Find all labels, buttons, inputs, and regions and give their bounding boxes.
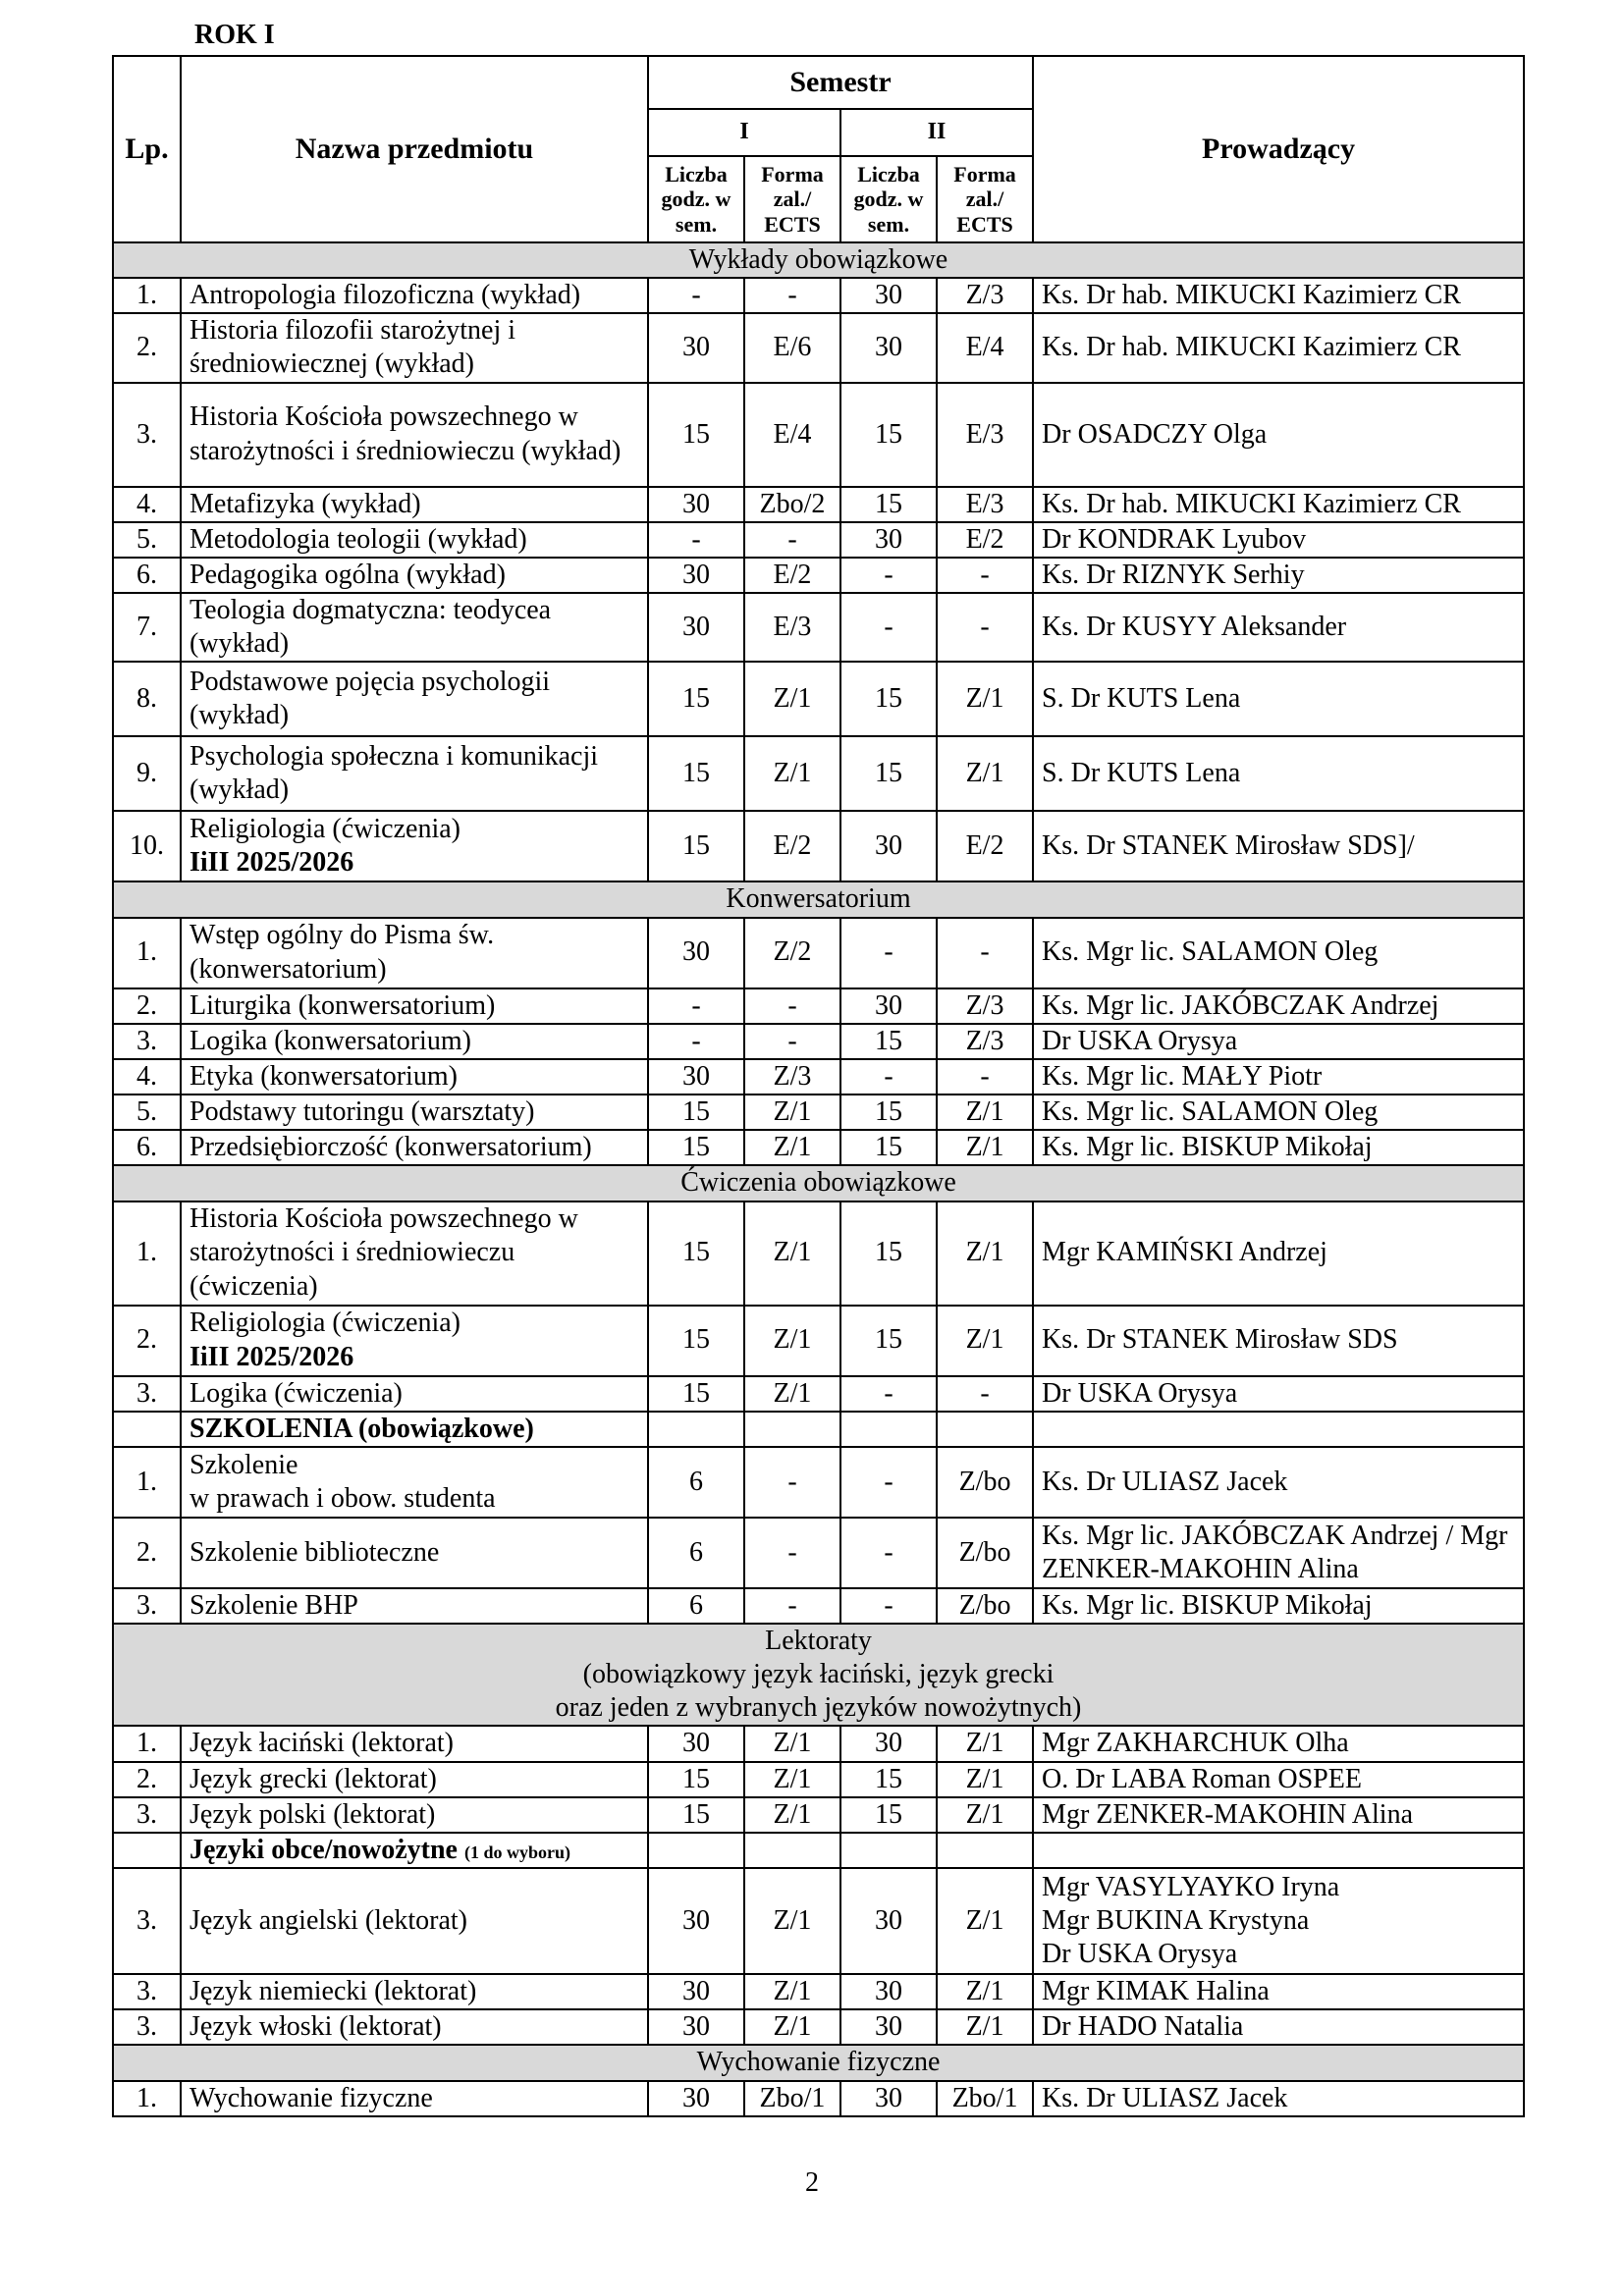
row-sem2-hours: -: [840, 1447, 937, 1518]
row-sem1-form: -: [744, 1447, 840, 1518]
row-subject-name: Przedsiębiorczość (konwersatorium): [181, 1130, 648, 1165]
row-sem1-hours: 15: [648, 1797, 744, 1833]
table-row: [113, 988, 1524, 1024]
row-subject-name: Język niemiecki (lektorat): [181, 1974, 648, 2009]
table-row: [113, 736, 1524, 811]
row-instructor: Ks. Dr STANEK Mirosław SDS]/: [1033, 811, 1524, 881]
row-sem2-hours: 15: [840, 487, 937, 522]
row-sem1-form: Zbo/1: [744, 2081, 840, 2116]
row-lp: 2.: [113, 1518, 181, 1588]
table-cell-empty: [840, 1412, 937, 1447]
row-sem2-hours: 15: [840, 1762, 937, 1797]
row-sem1-form: Z/1: [744, 662, 840, 736]
row-instructor: Ks. Mgr lic. JAKÓBCZAK Andrzej: [1033, 988, 1524, 1024]
row-subject-name: Historia Kościoła powszechnego w starożytności i średniowieczu (wykład): [181, 383, 648, 487]
row-instructor: Mgr ZAKHARCHUK Olha: [1033, 1726, 1524, 1761]
row-lp: 5.: [113, 522, 181, 558]
row-sem2-hours: 30: [840, 278, 937, 313]
row-subject-note: IiII 2025/2026: [189, 847, 354, 879]
table-row: [113, 383, 1524, 487]
row-lp: 3.: [113, 1797, 181, 1833]
header-instructor: Prowadzący: [1033, 56, 1524, 242]
table-row: [113, 278, 1524, 313]
row-lp: 7.: [113, 593, 181, 662]
header-lp: Lp.: [113, 56, 181, 242]
row-sem2-hours: 30: [840, 2081, 937, 2116]
row-sem1-form: E/2: [744, 811, 840, 881]
row-sem2-form: Z/1: [937, 1201, 1033, 1306]
row-instructor: Ks. Mgr lic. JAKÓBCZAK Andrzej / Mgr ZENKER-MAKOHIN Alina: [1033, 1518, 1524, 1588]
row-instructor: O. Dr LABA Roman OSPEE: [1033, 1762, 1524, 1797]
row-instructor: Dr OSADCZY Olga: [1033, 383, 1524, 487]
row-sem2-form: Z/1: [937, 1797, 1033, 1833]
table-row: [113, 918, 1524, 988]
table-cell-empty: [937, 1833, 1033, 1868]
row-instructor: Ks. Dr RIZNYK Serhiy: [1033, 558, 1524, 593]
row-sem1-form: Z/3: [744, 1059, 840, 1095]
row-lp: 2.: [113, 988, 181, 1024]
row-instructor: S. Dr KUTS Lena: [1033, 736, 1524, 811]
row-lp: 1.: [113, 278, 181, 313]
row-sem2-hours: 15: [840, 1306, 937, 1376]
row-instructor: S. Dr KUTS Lena: [1033, 662, 1524, 736]
row-sem2-form: E/3: [937, 383, 1033, 487]
row-lp: 3.: [113, 1588, 181, 1624]
row-sem1-hours: 30: [648, 2009, 744, 2045]
table-cell-empty: [1033, 1833, 1524, 1868]
row-sem2-form: Z/bo: [937, 1447, 1033, 1518]
row-sem1-form: -: [744, 988, 840, 1024]
row-sem1-hours: 15: [648, 1762, 744, 1797]
row-instructor: Dr KONDRAK Lyubov: [1033, 522, 1524, 558]
row-sem2-hours: 15: [840, 736, 937, 811]
section-title: Lektoraty (obowiązkowy język łaciński, język grecki oraz jeden z wybranych języków nowożytnych): [113, 1624, 1524, 1726]
subsection-header: [113, 1833, 1524, 1868]
subsection-title-text: Języki obce/nowożytne: [189, 1834, 458, 1865]
section-header: [113, 1624, 1524, 1726]
table-row: [113, 1306, 1524, 1376]
row-sem1-form: E/2: [744, 558, 840, 593]
row-lp: 3.: [113, 1376, 181, 1412]
row-lp: 6.: [113, 1130, 181, 1165]
subsection-title: [181, 1833, 648, 1868]
row-sem2-hours: 30: [840, 811, 937, 881]
row-sem1-hours: 30: [648, 1868, 744, 1974]
table-cell-lp: [113, 1412, 181, 1447]
row-sem1-form: E/6: [744, 313, 840, 382]
row-sem2-form: Z/1: [937, 1974, 1033, 2009]
row-sem2-form: Z/bo: [937, 1588, 1033, 1624]
row-sem2-form: Z/1: [937, 1762, 1033, 1797]
section-title: Konwersatorium: [113, 881, 1524, 917]
header-form: Forma zal./ ECTS: [937, 156, 1033, 242]
row-subject-name: Wstęp ogólny do Pisma św. (konwersatorium): [181, 918, 648, 988]
table-cell-empty: [744, 1412, 840, 1447]
subsection-note: (1 do wyboru): [463, 1842, 570, 1862]
row-sem1-hours: 15: [648, 811, 744, 881]
table-row: [113, 1024, 1524, 1059]
row-sem1-hours: 15: [648, 1095, 744, 1130]
table-cell-empty: [744, 1833, 840, 1868]
row-subject-name: Szkolenie BHP: [181, 1588, 648, 1624]
row-subject-name: Religiologia (ćwiczenia) IiII 2025/2026: [181, 1306, 648, 1376]
row-lp: 1.: [113, 2081, 181, 2116]
row-sem1-hours: 30: [648, 487, 744, 522]
row-lp: 1.: [113, 1447, 181, 1518]
table-row: [113, 2009, 1524, 2045]
row-lp: 1.: [113, 1201, 181, 1306]
row-lp: 3.: [113, 2009, 181, 2045]
row-sem1-form: E/3: [744, 593, 840, 662]
row-subject-name: Wychowanie fizyczne: [181, 2081, 648, 2116]
row-instructor: Ks. Dr ULIASZ Jacek: [1033, 2081, 1524, 2116]
row-sem2-form: -: [937, 918, 1033, 988]
row-lp: 2.: [113, 1306, 181, 1376]
table-cell-empty: [937, 1412, 1033, 1447]
table-row: [113, 1059, 1524, 1095]
row-sem1-hours: 15: [648, 736, 744, 811]
row-instructor: Ks. Mgr lic. SALAMON Oleg: [1033, 918, 1524, 988]
row-subject-name: Język włoski (lektorat): [181, 2009, 648, 2045]
row-sem2-form: E/2: [937, 811, 1033, 881]
row-sem2-form: Z/bo: [937, 1518, 1033, 1588]
row-sem1-form: Z/1: [744, 1726, 840, 1761]
row-sem2-form: Z/1: [937, 1130, 1033, 1165]
row-sem1-form: Z/1: [744, 1201, 840, 1306]
year-label: ROK I: [194, 20, 275, 50]
row-sem2-hours: 30: [840, 1726, 937, 1761]
row-instructor: Ks. Mgr lic. SALAMON Oleg: [1033, 1095, 1524, 1130]
row-sem1-hours: 15: [648, 662, 744, 736]
table-row: [113, 1130, 1524, 1165]
row-instructor: Ks. Dr hab. MIKUCKI Kazimierz CR: [1033, 313, 1524, 382]
row-sem2-form: Z/3: [937, 988, 1033, 1024]
header-hours: Liczba godz. w sem.: [648, 156, 744, 242]
table-row: [113, 558, 1524, 593]
row-subject-note: IiII 2025/2026: [189, 1341, 354, 1372]
row-sem2-form: Z/1: [937, 1726, 1033, 1761]
row-instructor: Ks. Dr ULIASZ Jacek: [1033, 1447, 1524, 1518]
row-sem1-hours: 30: [648, 1059, 744, 1095]
row-sem2-hours: -: [840, 1059, 937, 1095]
row-sem2-hours: -: [840, 1518, 937, 1588]
row-sem2-hours: 15: [840, 662, 937, 736]
section-title: Wychowanie fizyczne: [113, 2045, 1524, 2080]
row-sem2-hours: 30: [840, 313, 937, 382]
row-lp: 5.: [113, 1095, 181, 1130]
table-row: [113, 313, 1524, 382]
row-sem2-hours: 15: [840, 1024, 937, 1059]
row-sem1-form: Z/1: [744, 1797, 840, 1833]
row-sem2-form: -: [937, 1376, 1033, 1412]
row-sem1-hours: -: [648, 278, 744, 313]
row-subject-name: Religiologia (ćwiczenia) IiII 2025/2026: [181, 811, 648, 881]
row-sem2-form: Z/1: [937, 662, 1033, 736]
row-sem2-form: -: [937, 1059, 1033, 1095]
row-sem1-form: -: [744, 278, 840, 313]
row-subject-name: Metafizyka (wykład): [181, 487, 648, 522]
row-sem1-form: Z/1: [744, 1868, 840, 1974]
row-instructor: Dr HADO Natalia: [1033, 2009, 1524, 2045]
section-header: [113, 242, 1524, 278]
table-row: [113, 2081, 1524, 2116]
row-instructor: Ks. Mgr lic. BISKUP Mikołaj: [1033, 1130, 1524, 1165]
row-sem2-form: Z/1: [937, 1868, 1033, 1974]
table-cell-empty: [840, 1833, 937, 1868]
row-instructor: Mgr KAMIŃSKI Andrzej: [1033, 1201, 1524, 1306]
row-sem2-hours: 15: [840, 1130, 937, 1165]
row-sem2-hours: 15: [840, 1797, 937, 1833]
row-sem2-hours: 30: [840, 1974, 937, 2009]
curriculum-table: [112, 55, 1525, 2117]
row-instructor: Ks. Dr STANEK Mirosław SDS: [1033, 1306, 1524, 1376]
table-row: [113, 1797, 1524, 1833]
row-sem2-hours: 30: [840, 2009, 937, 2045]
row-subject-name: Język grecki (lektorat): [181, 1762, 648, 1797]
row-instructor: Dr USKA Orysya: [1033, 1376, 1524, 1412]
row-lp: 1.: [113, 1726, 181, 1761]
row-subject-name: Teologia dogmatyczna: teodycea (wykład): [181, 593, 648, 662]
section-header: [113, 2045, 1524, 2080]
row-lp: 3.: [113, 1024, 181, 1059]
row-subject-name: Historia filozofii starożytnej i średniowiecznej (wykład): [181, 313, 648, 382]
row-sem2-form: E/3: [937, 487, 1033, 522]
row-sem1-form: -: [744, 522, 840, 558]
row-sem1-hours: 15: [648, 1201, 744, 1306]
row-sem1-hours: -: [648, 522, 744, 558]
row-subject-name: Metodologia teologii (wykład): [181, 522, 648, 558]
table-row: [113, 1868, 1524, 1974]
row-lp: 3.: [113, 383, 181, 487]
table-row: [113, 662, 1524, 736]
row-subject-name: Język angielski (lektorat): [181, 1868, 648, 1974]
table-row: [113, 1588, 1524, 1624]
row-sem1-hours: 15: [648, 1376, 744, 1412]
table-row: [113, 1518, 1524, 1588]
row-sem1-hours: 30: [648, 2081, 744, 2116]
row-sem2-form: Z/1: [937, 2009, 1033, 2045]
row-subject-name: Liturgika (konwersatorium): [181, 988, 648, 1024]
row-sem1-form: Z/1: [744, 1306, 840, 1376]
row-sem1-hours: 30: [648, 558, 744, 593]
header-semestr: Semestr: [648, 56, 1033, 109]
row-sem2-hours: 15: [840, 383, 937, 487]
row-lp: 4.: [113, 1059, 181, 1095]
row-sem1-hours: 30: [648, 918, 744, 988]
row-sem1-hours: 30: [648, 1974, 744, 2009]
row-sem1-form: Z/1: [744, 1376, 840, 1412]
row-sem2-hours: 30: [840, 988, 937, 1024]
row-subject-name: Logika (ćwiczenia): [181, 1376, 648, 1412]
row-sem2-form: Z/1: [937, 736, 1033, 811]
row-sem1-form: Z/1: [744, 1095, 840, 1130]
page-number: 2: [805, 2167, 819, 2198]
section-title: Ćwiczenia obowiązkowe: [113, 1165, 1524, 1201]
row-sem1-form: E/4: [744, 383, 840, 487]
row-instructor: Ks. Mgr lic. BISKUP Mikołaj: [1033, 1588, 1524, 1624]
row-sem2-form: Z/1: [937, 1095, 1033, 1130]
header-name: Nazwa przedmiotu: [181, 56, 648, 242]
row-instructor: Ks. Dr KUSYY Aleksander: [1033, 593, 1524, 662]
table-row: [113, 1095, 1524, 1130]
subsection-header: [113, 1412, 1524, 1447]
row-instructor: Mgr VASYLYAYKO Iryna Mgr BUKINA Krystyna Dr USKA Orysya: [1033, 1868, 1524, 1974]
row-subject-name: Antropologia filozoficzna (wykład): [181, 278, 648, 313]
row-lp: 3.: [113, 1974, 181, 2009]
table-row: [113, 1726, 1524, 1761]
row-subject-name: Psychologia społeczna i komunikacji (wykład): [181, 736, 648, 811]
row-lp: 10.: [113, 811, 181, 881]
row-subject-name: Szkolenie w prawach i obow. studenta: [181, 1447, 648, 1518]
section-header: [113, 1165, 1524, 1201]
table-row: [113, 811, 1524, 881]
row-sem1-form: -: [744, 1024, 840, 1059]
table-row: [113, 1447, 1524, 1518]
row-subject-name: Podstawy tutoringu (warsztaty): [181, 1095, 648, 1130]
table-row: [113, 1376, 1524, 1412]
row-sem1-form: Z/1: [744, 1130, 840, 1165]
row-sem1-hours: 30: [648, 593, 744, 662]
row-lp: 8.: [113, 662, 181, 736]
table-row: [113, 487, 1524, 522]
table-cell-lp: [113, 1833, 181, 1868]
row-subject-name: Podstawowe pojęcia psychologii (wykład): [181, 662, 648, 736]
row-sem2-form: E/2: [937, 522, 1033, 558]
row-instructor: Mgr ZENKER-MAKOHIN Alina: [1033, 1797, 1524, 1833]
row-subject-name: Historia Kościoła powszechnego w starożytności i średniowieczu (ćwiczenia): [181, 1201, 648, 1306]
table-cell-empty: [1033, 1412, 1524, 1447]
row-sem2-hours: 15: [840, 1095, 937, 1130]
row-sem1-form: -: [744, 1518, 840, 1588]
header-form: Forma zal./ ECTS: [744, 156, 840, 242]
row-sem1-hours: 15: [648, 1306, 744, 1376]
row-sem1-hours: 6: [648, 1588, 744, 1624]
row-sem2-hours: -: [840, 1588, 937, 1624]
row-subject-name: Pedagogika ogólna (wykład): [181, 558, 648, 593]
row-instructor: Ks. Mgr lic. MAŁY Piotr: [1033, 1059, 1524, 1095]
section-title: Wykłady obowiązkowe: [113, 242, 1524, 278]
row-instructor: Mgr KIMAK Halina: [1033, 1974, 1524, 2009]
row-subject-name: Etyka (konwersatorium): [181, 1059, 648, 1095]
row-lp: 2.: [113, 1762, 181, 1797]
subsection-title: [181, 1412, 648, 1447]
row-sem1-hours: 15: [648, 383, 744, 487]
row-sem2-form: E/4: [937, 313, 1033, 382]
row-sem1-form: Z/1: [744, 2009, 840, 2045]
table-row: [113, 1974, 1524, 2009]
section-header: [113, 881, 1524, 917]
row-sem2-hours: 30: [840, 1868, 937, 1974]
row-sem2-form: Z/3: [937, 1024, 1033, 1059]
row-instructor: Ks. Dr hab. MIKUCKI Kazimierz CR: [1033, 278, 1524, 313]
table-cell-empty: [648, 1412, 744, 1447]
row-sem2-form: Z/1: [937, 1306, 1033, 1376]
row-sem1-hours: 6: [648, 1518, 744, 1588]
row-subject-name: Język łaciński (lektorat): [181, 1726, 648, 1761]
row-sem1-hours: 30: [648, 1726, 744, 1761]
row-subject-name: Logika (konwersatorium): [181, 1024, 648, 1059]
row-lp: 1.: [113, 918, 181, 988]
row-lp: 6.: [113, 558, 181, 593]
row-sem1-hours: 30: [648, 313, 744, 382]
row-sem2-hours: 30: [840, 522, 937, 558]
row-sem1-form: Zbo/2: [744, 487, 840, 522]
row-sem2-hours: 15: [840, 1201, 937, 1306]
row-subject-name: Szkolenie biblioteczne: [181, 1518, 648, 1588]
row-instructor: Ks. Dr hab. MIKUCKI Kazimierz CR: [1033, 487, 1524, 522]
table-row: [113, 1201, 1524, 1306]
row-sem2-hours: -: [840, 593, 937, 662]
row-sem1-hours: 6: [648, 1447, 744, 1518]
row-subject-name: Język polski (lektorat): [181, 1797, 648, 1833]
row-sem1-form: Z/1: [744, 736, 840, 811]
row-lp: 3.: [113, 1868, 181, 1974]
row-sem2-form: Zbo/1: [937, 2081, 1033, 2116]
table-cell-empty: [648, 1833, 744, 1868]
header-hours: Liczba godz. w sem.: [840, 156, 937, 242]
row-lp: 9.: [113, 736, 181, 811]
row-sem1-hours: 15: [648, 1130, 744, 1165]
row-sem1-form: -: [744, 1588, 840, 1624]
row-sem2-hours: -: [840, 558, 937, 593]
table-row: [113, 593, 1524, 662]
table-row: [113, 1762, 1524, 1797]
row-lp: 4.: [113, 487, 181, 522]
row-sem2-form: -: [937, 593, 1033, 662]
row-sem1-form: Z/1: [744, 1762, 840, 1797]
row-sem1-form: Z/2: [744, 918, 840, 988]
row-sem2-form: Z/3: [937, 278, 1033, 313]
row-lp: 2.: [113, 313, 181, 382]
row-sem1-hours: -: [648, 988, 744, 1024]
header-sem2: II: [840, 109, 1033, 156]
row-instructor: Dr USKA Orysya: [1033, 1024, 1524, 1059]
row-sem1-form: Z/1: [744, 1974, 840, 2009]
row-sem1-hours: -: [648, 1024, 744, 1059]
row-sem2-hours: -: [840, 918, 937, 988]
row-sem2-hours: -: [840, 1376, 937, 1412]
subsection-title-text: SZKOLENIA (obowiązkowe): [189, 1413, 534, 1444]
table-row: [113, 522, 1524, 558]
header-sem1: I: [648, 109, 840, 156]
row-sem2-form: -: [937, 558, 1033, 593]
